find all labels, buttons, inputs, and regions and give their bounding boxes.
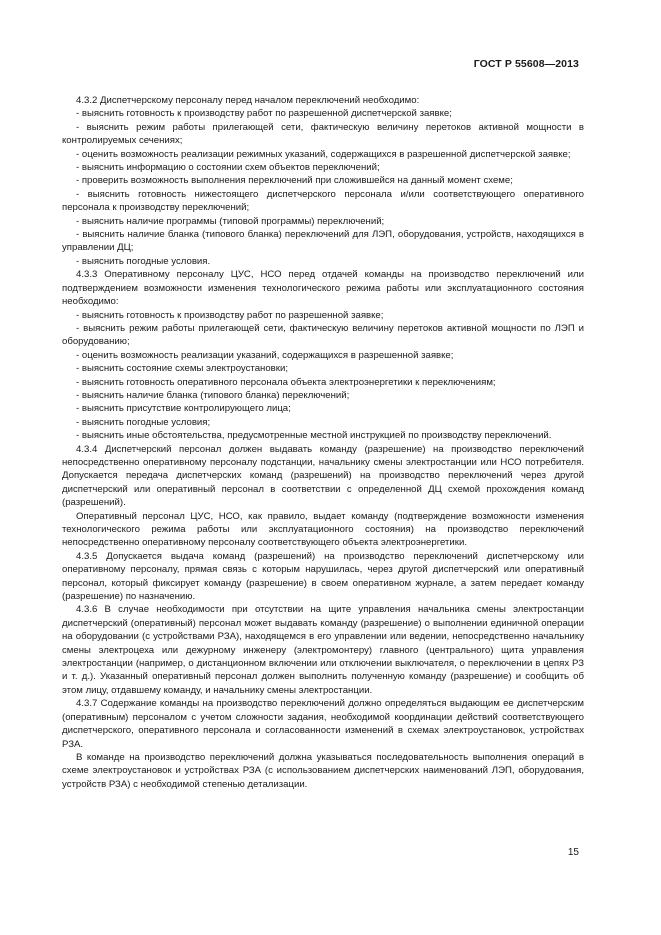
list-item: - проверить возможность выполнения переключений при сложившейся на данный момент схеме; [76,175,513,187]
list-item: - выяснить режим работы прилегающей сети, фактическую величину перетоков активной мощности по ЛЭП и оборудованию; [62,322,584,348]
list-item: - выяснить наличие бланка (типового бланка) переключений для ЛЭП, оборудования, устройств, находящихся в управлении ДЦ; [62,229,584,254]
list-item: - выяснить режим работы прилегающей сети, фактическую величину перетоков активной мощности в контролируемых сечениях; [62,121,584,147]
paragraph-command-sequence: В команде на производство переключений должна указываться последовательность выполнения операций в схеме электроустановок и устройствах РЗА (с использованием диспетчерских наименований ЛЭП, оборудования, устройств РЗА) с необходимой степенью детализации. [62,751,584,790]
document-body [62,94,584,791]
list-item: - выяснить наличие бланка (типового бланка) переключений; [76,389,350,401]
paragraph-4-3-3: 4.3.3 Оперативному персоналу ЦУС, НСО перед отдачей команды на производство переключений или подтверждением возможности изменения технологического режима работы или эксплуатационного состояния необходимо: [62,269,584,308]
list-item: - выяснить погодные условия. [76,255,211,267]
paragraph-4-3-2: 4.3.2 Диспетчерскому персоналу перед началом переключений необходимо: [76,95,420,106]
page-number: 15 [567,847,579,858]
list-item: - оценить возможность реализации режимных указаний, содержащихся в разрешенной диспетчерской заявке; [76,148,571,160]
paragraph-4-3-6: 4.3.6 В случае необходимости при отсутствии на щите управления начальника смены электростанции диспетчерский (оперативный) персонал может выдавать команду (разрешение) о выполнении единичной операции на оборудовании (с устройствами РЗА), находящемся в его управлении или ведении, непосредственно начальнику смены электроцеха или дежурному инженеру (электромонтеру) главного (центрального) щита управления электростанции (например, о дистанционном включении или отключении выключателя, о переключении в цепях РЗ и т. д.). Указанный оперативный персонал должен выполнить полученную команду (разрешение) и сообщить об этом лицу, отдавшему команду, и начальнику смены электростанции. [62,604,584,696]
list-item: - выяснить информацию о состоянии схем объектов переключений; [76,162,380,174]
list-item: - выяснить наличие программы (типовой программы) переключений; [76,215,385,227]
list-item: - выяснить иные обстоятельства, предусмотренные местной инструкцией по производству переключений. [76,430,552,442]
paragraph-4-3-7: 4.3.7 Содержание команды на производство переключений должно определяться выдающим ее диспетчерским (оперативным) персоналом с учетом сложности задания, необходимой координации действий соответствующего диспетчерского, оперативного персонала и согласованности изменений в схемах электроустановок, устройствах РЗА. [62,698,584,750]
list-item: - выяснить погодные условия; [76,416,211,428]
list-item: - выяснить состояние схемы электроустановки; [76,363,288,375]
list-item: - оценить возможность реализации указаний, содержащихся в разрешенной заявке; [76,349,454,361]
list-item: - выяснить готовность нижестоящего диспетчерского персонала и/или соответствующего оперативного персонала к производству переключений; [62,188,584,214]
paragraph-4-3-4: 4.3.4 Диспетчерский персонал должен выдавать команду (разрешение) на производство переключений непосредственно оперативному персоналу подстанции, начальнику смены электростанции или НСО потребителя. Допускается передача диспетчерских команд (разрешений) на производство переключений через другой диспетчерский или оперативный персонал в соответствии с определенной ДЦ схемой прохождения команд (разрешений). [62,443,584,509]
list-item: - выяснить присутствие контролирующего лица; [76,403,291,415]
list-item: - выяснить готовность оперативного персонала объекта электроэнергетики к переключениям; [76,376,496,388]
list-item: - выяснить готовность к производству работ по разрешенной заявке; [76,309,384,321]
standard-designation: ГОСТ Р 55608—2013 [473,58,579,70]
paragraph-4-3-5: 4.3.5 Допускается выдача команд (разрешений) на производство переключений диспетчерскому или оперативному персоналу, прямая связь с которым нарушилась, через другой диспетчерский или оперативный персонал, который фиксирует команду (разрешение) в своем оперативном журнале, а затем передает команду (разрешение) по назначению. [62,550,584,603]
list-item: - выяснить готовность к производству работ по разрешенной диспетчерской заявке; [76,108,452,120]
paragraph-operative-staff: Оперативный персонал ЦУС, НСО, как правило, выдает команду (подтверждение возможности изменения технологического режима работы или эксплуатационного состояния) на производство переключений непосредственно оперативному персоналу соответствующего объекта электроэнергетики. [62,510,584,549]
